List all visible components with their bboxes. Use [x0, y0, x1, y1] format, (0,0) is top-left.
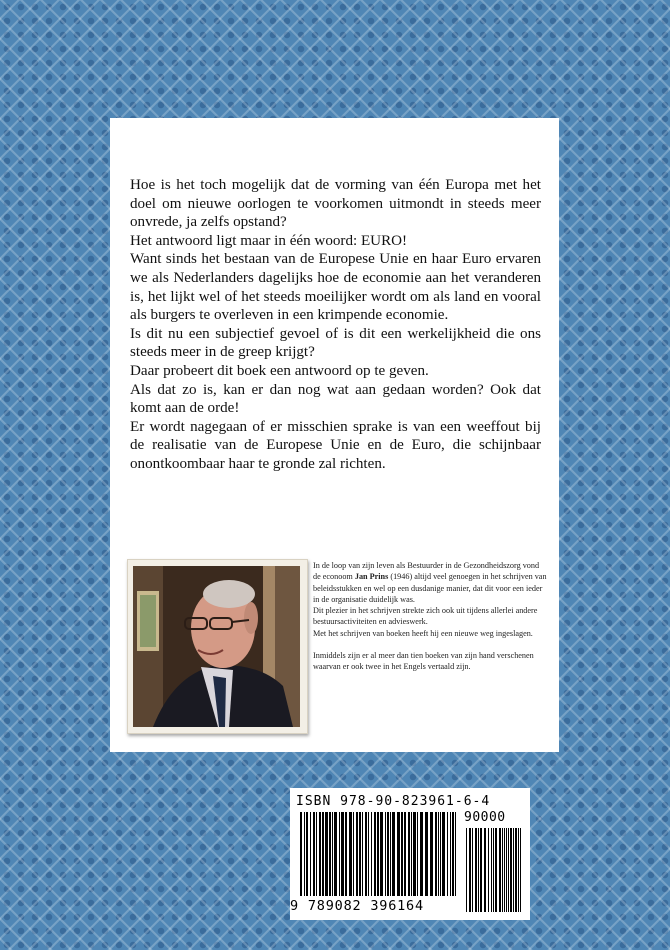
- bio-rest: (1946) altijd veel genoegen in het schrijven van beleidsstukken en wel op een dusdanige manier, dat dit voor een ieder in de organisatie duidelijk was.: [313, 572, 547, 604]
- addon-bar: [508, 828, 509, 912]
- addon-bar: [495, 828, 497, 912]
- barcode-bar: [401, 812, 403, 896]
- isbn-label: ISBN 978-90-823961-6-4: [296, 794, 491, 809]
- barcode-bar: [377, 812, 379, 896]
- bio-paragraph: Met het schrijven van boeken heeft hij een nieuwe weg ingeslagen.: [313, 628, 533, 638]
- barcode-bar: [450, 812, 451, 896]
- barcode-bar: [430, 812, 433, 896]
- barcode-bar: [349, 812, 352, 896]
- barcode-bar: [316, 812, 317, 896]
- author-photo: [133, 566, 300, 727]
- barcode-bar: [447, 812, 448, 896]
- barcode-bar: [420, 812, 423, 896]
- blurb-paragraph: Er wordt nagegaan of er misschien sprake is van een weeffout bij de realisatie van de Europese Unie en de Euro, die schijnbaar onontkoombaar haar te gronde zal richten.: [130, 418, 541, 472]
- barcode-bar: [345, 812, 347, 896]
- barcode-bar: [353, 812, 354, 896]
- addon-bar: [513, 828, 514, 912]
- author-photo-frame: [127, 559, 308, 734]
- addon-bar: [515, 828, 517, 912]
- author-portrait-icon: [133, 566, 300, 727]
- author-name: Jan Prins: [354, 572, 389, 582]
- barcode-bar: [339, 812, 340, 896]
- addon-bar: [472, 828, 473, 912]
- blurb-paragraph: Hoe is het toch mogelijk dat de vorming van één Europa met het doel om nieuwe oorlogen te voorkomen uitmondt in steeds meer onvrede, ja zelfs opstand?: [130, 177, 541, 231]
- addon-bar: [520, 828, 521, 912]
- addon-bar: [475, 828, 477, 912]
- barcode-bar: [408, 812, 410, 896]
- barcode-bar: [374, 812, 376, 896]
- blurb-paragraph: Want sinds het bestaan van de Europese Unie en haar Euro ervaren we als Nederlanders dagelijks hoe de economie aan het veranderen is, het lijkt wel of het steeds moeilijker wordt om als land en vooral als burgers te overleven in een krimpende economie.: [130, 251, 541, 324]
- barcode-bar: [325, 812, 328, 896]
- addon-bar: [506, 828, 507, 912]
- barcode-bar: [368, 812, 369, 896]
- blurb-paragraph: Daar probeert dit boek een antwoord op te geven.: [130, 362, 429, 379]
- addon-bar: [488, 828, 489, 912]
- addon-bar: [504, 828, 505, 912]
- barcode-bar: [390, 812, 391, 896]
- addon-bar: [480, 828, 482, 912]
- barcode-bar: [371, 812, 372, 896]
- author-bio: [313, 560, 548, 673]
- barcode-bar: [442, 812, 445, 896]
- addon-bar: [478, 828, 479, 912]
- blurb-paragraph: Het antwoord ligt maar in één woord: EURO!: [130, 232, 408, 249]
- barcode-bar: [332, 812, 333, 896]
- bio-paragraph: Inmiddels zijn er al meer dan tien boeken van zijn hand verschenen waarvan er ook twee in het Engels vertaald zijn.: [313, 651, 534, 672]
- addon-bar: [502, 828, 503, 912]
- addon-bar: [510, 828, 512, 912]
- barcode-bar: [438, 812, 439, 896]
- barcode-bar: [304, 812, 305, 896]
- barcode-bar: [392, 812, 395, 896]
- back-cover-panel: [110, 118, 559, 752]
- addon-digits: 90000: [464, 810, 506, 825]
- barcode-bar: [310, 812, 311, 896]
- barcode-bar: [404, 812, 406, 896]
- barcode-bar: [380, 812, 383, 896]
- barcode-bar: [329, 812, 331, 896]
- addon-bar: [493, 828, 494, 912]
- barcode-bar: [306, 812, 308, 896]
- ean-digits: 9 789082 396164: [290, 898, 424, 914]
- blurb-paragraph: Als dat zo is, kan er dan nog wat aan gedaan worden? Ook dat komt aan de orde!: [130, 381, 541, 417]
- barcode-bar: [322, 812, 324, 896]
- barcode-bar: [313, 812, 315, 896]
- barcode-box: [290, 788, 530, 920]
- bio-paragraph: Dit plezier in het schrijven strekte zich ook uit tijdens allerlei andere bestuursactiviteiten en advieswerk.: [313, 606, 538, 627]
- barcode-bar: [435, 812, 437, 896]
- blurb-paragraph: Is dit nu een subjectief gevoel of is dit een werkelijkheid die ons steeds meer in de greep krijgt?: [130, 325, 541, 361]
- barcode-bar: [385, 812, 386, 896]
- barcode-bar: [397, 812, 400, 896]
- barcode-bar: [440, 812, 441, 896]
- blurb-text: [130, 176, 541, 474]
- barcode-bar: [334, 812, 337, 896]
- barcode-bar: [365, 812, 367, 896]
- barcode-bar: [359, 812, 361, 896]
- barcode-bar: [319, 812, 321, 896]
- barcode-bar: [362, 812, 363, 896]
- barcode-bar: [455, 812, 456, 896]
- barcode-bar: [452, 812, 454, 896]
- addon-bar: [469, 828, 471, 912]
- barcode-bar: [387, 812, 389, 896]
- bio-paragraph: [313, 560, 548, 605]
- barcode-bar: [300, 812, 302, 896]
- barcode-bar: [425, 812, 428, 896]
- addon-bar: [466, 828, 467, 912]
- addon-bar: [484, 828, 486, 912]
- barcode-bar: [356, 812, 358, 896]
- barcode-bar: [411, 812, 412, 896]
- addon-bar: [518, 828, 519, 912]
- barcode-bar: [341, 812, 344, 896]
- bio-intro: In de loop van zijn leven als Bestuurder in de Gezondheidszorg vond de econoom: [313, 561, 540, 582]
- barcode-bar: [417, 812, 418, 896]
- addon-bar: [491, 828, 492, 912]
- barcode-bar: [413, 812, 416, 896]
- addon-bar: [499, 828, 501, 912]
